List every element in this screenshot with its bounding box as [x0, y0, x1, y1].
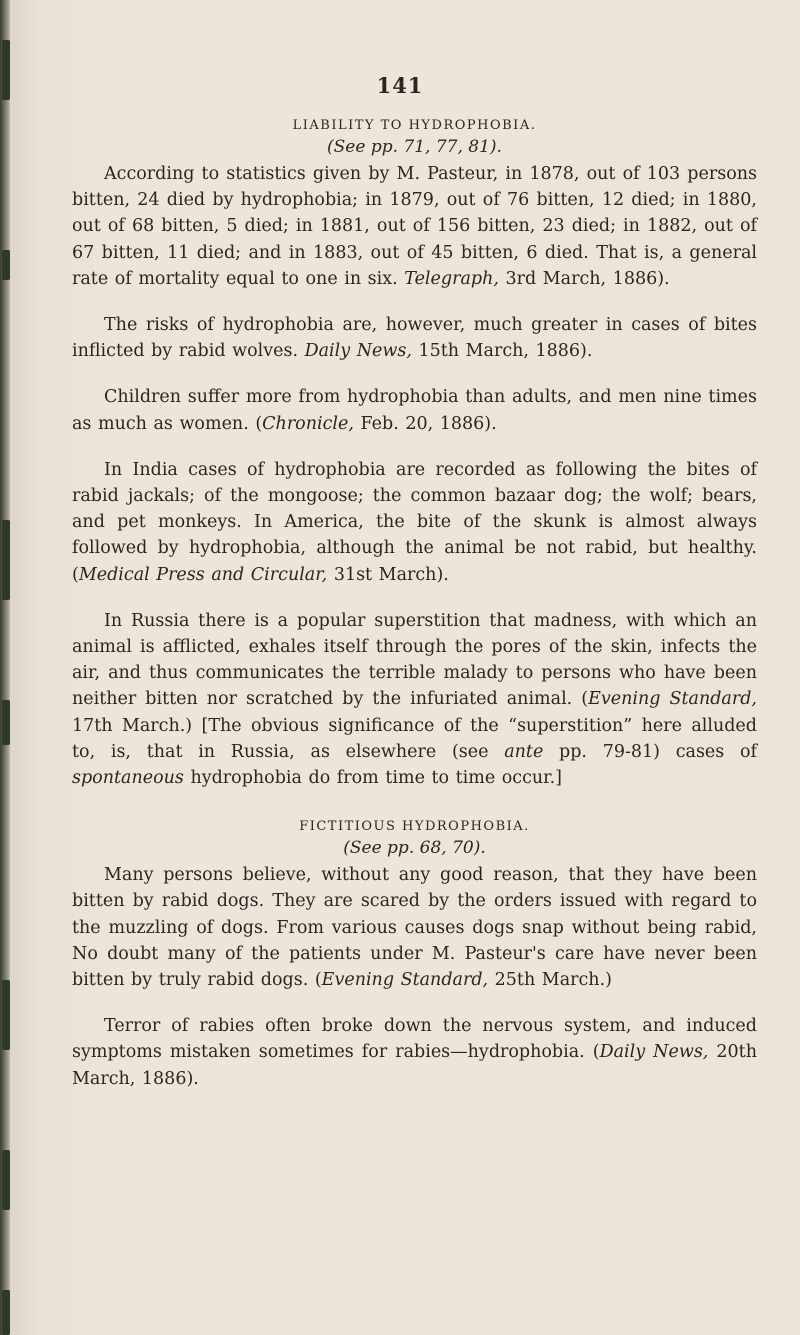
- paragraph-russia-superstition: In Russia there is a popular superstition that madness, with which an animal is afflicted, exhales itself through the pores of the skin, infects the air, and thus communicates the terrible malady to persons who have been neither bitten nor scratched by the infuriated animal. (Evening Standard, 17th March.) [The obvious significance of the “superstition” here alluded to, is, that in Russia, as elsewhere (see ante pp. 79-81) cases of spontaneous hydrophobia do from time to time occur.]: [72, 610, 757, 789]
- section-see-ref-liability: (See pp. 71, 77, 81).: [327, 137, 502, 157]
- page-content: [72, 118, 757, 1092]
- paragraph-many-persons: Many persons believe, without any good reason, that they have been bitten by rabid dogs. They are scared by the orders issued with regard to the muzzling of dogs. From various causes dogs snap without being rabid, No doubt many of the patients under M. Pasteur's care have never been bitten by truly rabid dogs. (Evening Standard, 25th March.): [72, 865, 757, 991]
- paragraph-rabid-wolves: The risks of hydrophobia are, however, much greater in cases of bites inflicted by rabid wolves. Daily News, 15th March, 1886).: [72, 315, 757, 362]
- page-number: 141: [376, 73, 424, 98]
- source-citation: Medical Press and Circular,: [78, 564, 328, 585]
- section-heading-fictitious: FICTITIOUS HYDROPHOBIA.: [299, 819, 530, 835]
- paragraph-pasteur-statistics: According to statistics given by M. Pasteur, in 1878, out of 103 persons bitten, 24 died by hydrophobia; in 1879, out of 76 bitten, 12 died; in 1880, out of 68 bitten, 5 died; in 1881, out of 156 bitten, 23 died; in 1882, out of 67 bitten, 11 died; and in 1883, out of 45 bitten, 6 died. That is, a general rate of mortality equal to one in six. Telegraph, 3rd March, 1886).: [72, 164, 757, 289]
- source-citation: Chronicle,: [262, 413, 354, 434]
- paragraph-children-suffer: Children suffer more from hydrophobia than adults, and men nine times as much as women. (Chronicle, Feb. 20, 1886).: [72, 387, 757, 434]
- paragraph-india-cases: In India cases of hydrophobia are recorded as following the bites of rabid jackals; of the mongoose; the common bazaar dog; the wolf; bears, and pet monkeys. In America, the bite of the skunk is almost always followed by hydrophobia, although the animal be not rabid, but healthy. (Medical Press and Circular, 31st March).: [72, 459, 757, 585]
- source-citation: Evening Standard,: [321, 970, 489, 991]
- source-citation: Evening Standard,: [588, 689, 757, 710]
- section-heading-liability: LIABILITY TO HYDROPHOBIA.: [292, 118, 537, 133]
- source-citation: Daily News,: [304, 341, 412, 362]
- section-see-ref-fictitious: (See pp. 68, 70).: [343, 838, 486, 859]
- source-citation: Daily News,: [599, 1042, 709, 1063]
- source-citation: Telegraph,: [404, 268, 499, 289]
- page-binding-edge: [0, 0, 10, 1335]
- paragraph-terror-of-rabies: Terror of rabies often broke down the nervous system, and induced symptoms mistaken sometimes for rabies—hydrophobia. (Daily News, 20th March, 1886).: [72, 1016, 757, 1089]
